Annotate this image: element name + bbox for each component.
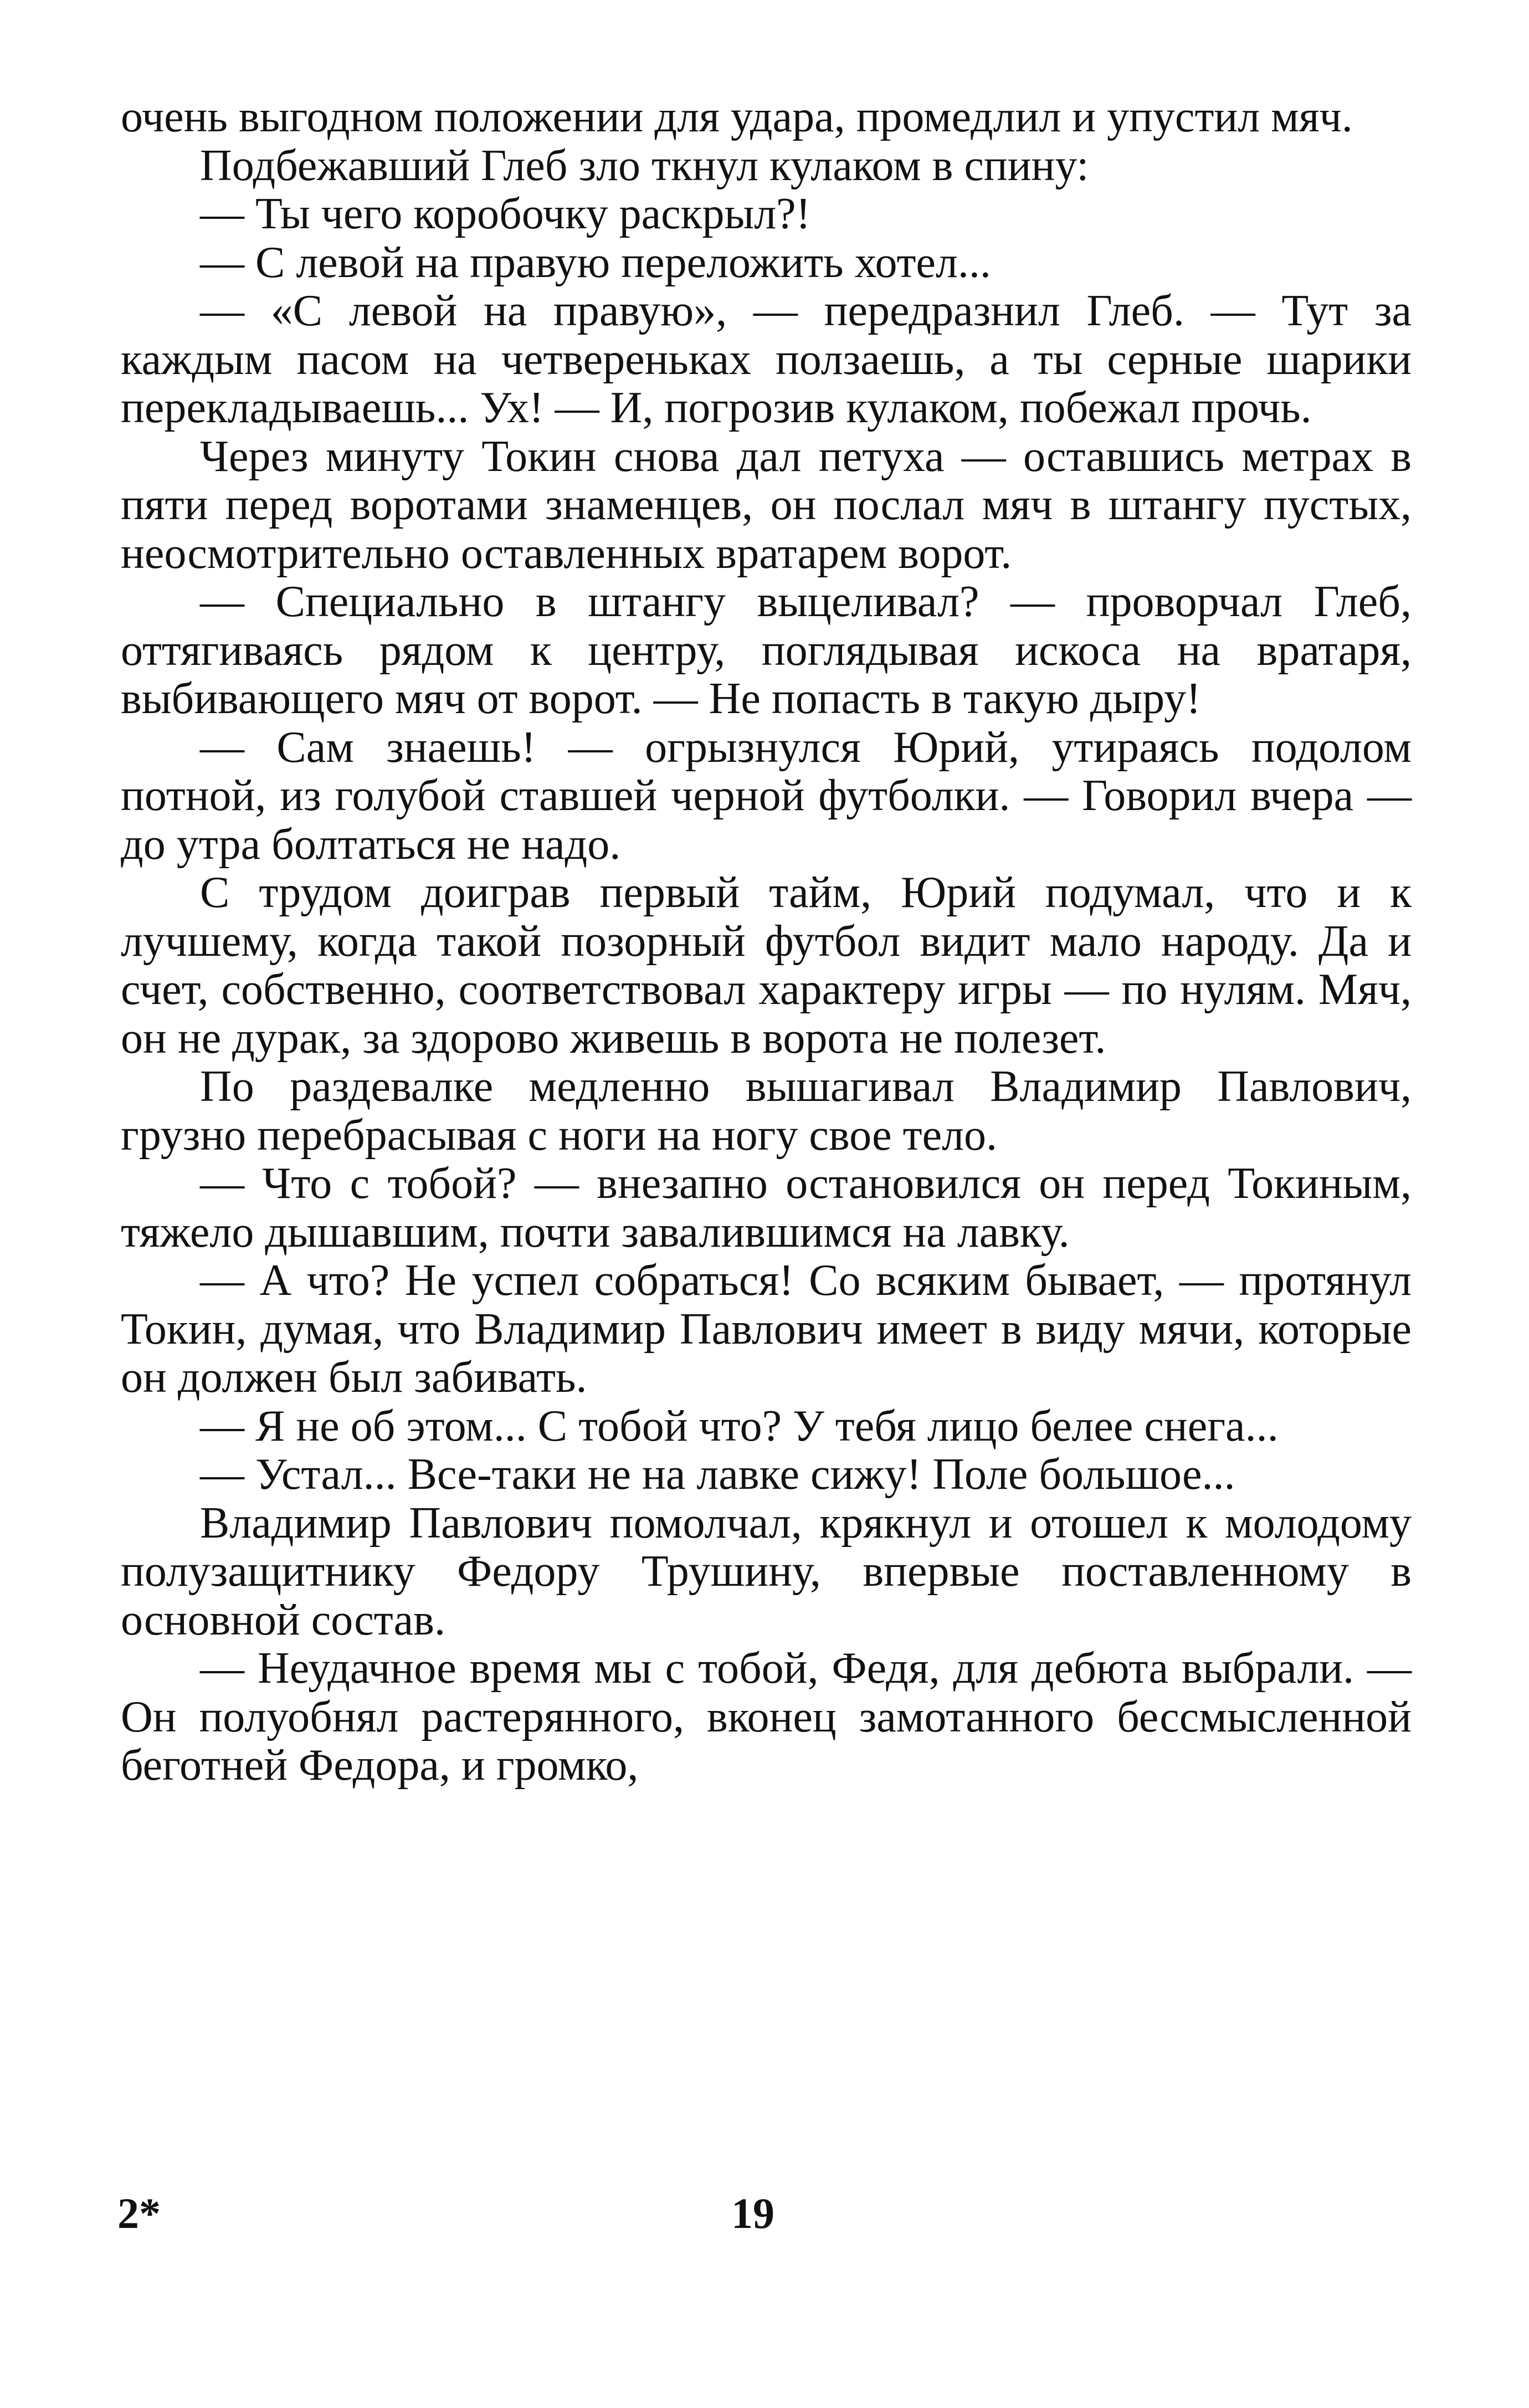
printer-signature-mark: 2* (117, 2189, 161, 2237)
body-text (121, 93, 1412, 1790)
paragraph: — Я не об этом... С тобой что? У тебя лицо белее снега... (200, 1401, 1279, 1451)
paragraph: очень выгодном положении для удара, промедлил и упустил мяч. (121, 93, 1353, 141)
paragraph: — «С левой на правую», — передразнил Глеб. — Тут за каждым пасом на четвереньках ползаешь, а ты серные шарики перекладываешь... Ух! — И, погрозив кулаком, побежал прочь. (121, 286, 1412, 432)
paragraph: Владимир Павлович помолчал, крякнул и отошел к молодому полузащитнику Федору Трушину, впервые поставленному в основной состав. (121, 1498, 1412, 1644)
paragraph: Подбежавший Глеб зло ткнул кулаком в спину: (200, 141, 1089, 190)
page-footer (0, 2186, 1529, 2241)
paragraph: Через минуту Токин снова дал петуха — оставшись метрах в пяти перед воротами знаменцев, он послал мяч в штангу пустых, неосмотрительно оставленных вратарем ворот. (121, 432, 1412, 578)
paragraph: — Устал... Все-таки не на лавке сижу! Поле большое... (200, 1450, 1235, 1499)
paragraph: — Неудачное время мы с тобой, Федя, для дебюта выбрали. — Он полуобнял растерянного, вконец замотанного бессмысленной беготней Федора, и громко, (121, 1644, 1412, 1790)
paragraph: С трудом доиграв первый тайм, Юрий подумал, что и к лучшему, когда такой позорный футбол видит мало народу. Да и счет, собственно, соответствовал характеру игры — по нулям. Мяч, он не дурак, за здорово живешь в ворота не полезет. (121, 868, 1412, 1063)
paragraph: — Ты чего коробочку раскрыл?! (200, 189, 811, 238)
paragraph: — С левой на правую переложить хотел... (200, 238, 991, 287)
paragraph: — Специально в штангу выцеливал? — проворчал Глеб, оттягиваясь рядом к центру, поглядывая искоса на вратаря, выбивающего мяч от ворот. — Не попасть в такую дыру! (121, 577, 1412, 723)
page-number: 19 (731, 2189, 774, 2237)
paragraph: По раздевалке медленно вышагивал Владимир Павлович, грузно перебрасывая с ноги на ногу свое тело. (121, 1062, 1412, 1160)
paragraph: — Сам знаешь! — огрызнулся Юрий, утираясь подолом потной, из голубой ставшей черной футболки. — Говорил вчера — до утра болтаться не надо. (121, 723, 1412, 869)
paragraph: — А что? Не успел собраться! Со всяким бывает, — протянул Токин, думая, что Владимир Павлович имеет в виду мячи, которые он должен был забивать. (121, 1256, 1412, 1402)
paragraph: — Что с тобой? — внезапно остановился он перед Токиным, тяжело дышавшим, почти завалившимся на лавку. (121, 1159, 1412, 1257)
